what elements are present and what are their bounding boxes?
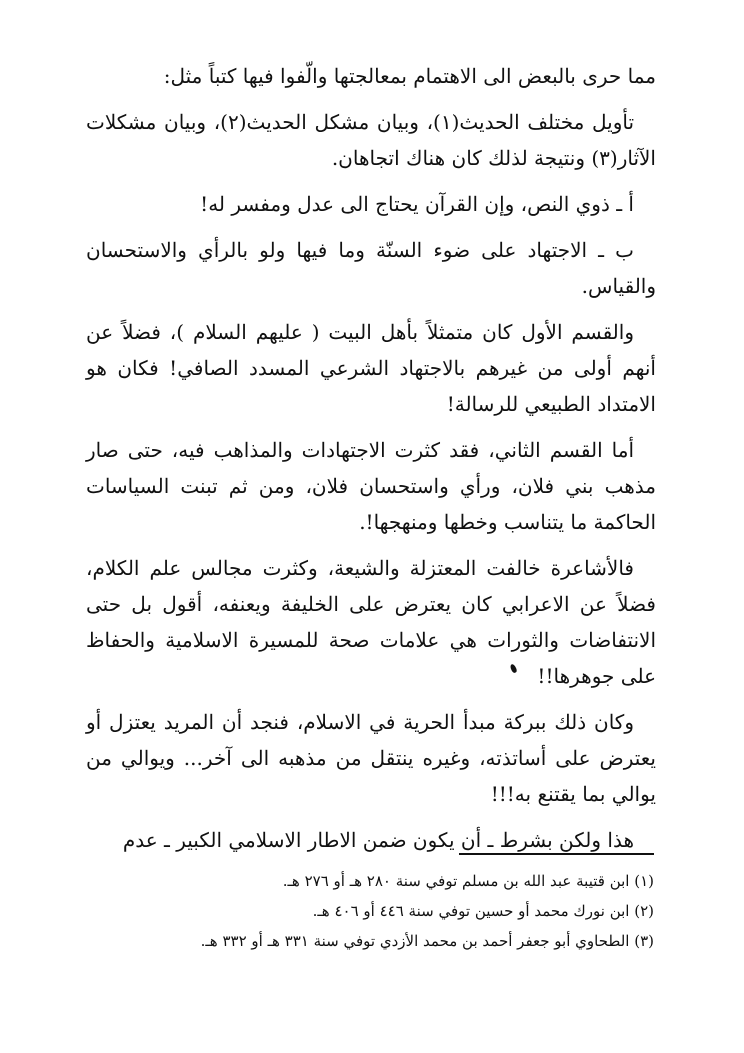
footnote-3: (٣) الطحاوي أبو جعفر أحمد بن محمد الأزدي توفي سنة ٣٣١ هـ أو ٣٣٢ هـ. [200, 932, 654, 950]
paragraph-schools: فالأشاعرة خالفت المعتزلة والشيعة، وكثرت مجالس علم الكلام، فضلاً عن الاعرابي كان يعترض على الخليفة ويعنفه، أقول بل حتى الانتفاضات والثورات هي علامات صحة للمسيرة الاسلامية والحفاظ على جوهرها!! [86, 556, 656, 688]
paragraph-second-section: أما القسم الثاني، فقد كثرت الاجتهادات والمذاهب فيه، حتى صار مذهب بني فلان، ورأي واستحسان فلان، ومن ثم تبنت السياسات الحاكمة ما يتناسب وخطها ومنهجها!. [86, 438, 656, 534]
paragraph-second-trend: ب ـ الاجتهاد على ضوء السنّة وما فيها ولو بالرأي والاستحسان والقياس. [86, 238, 656, 298]
paragraph-intro: مما حرى بالبعض الى الاهتمام بمعالجتها والّفوا فيها كتباً مثل: [163, 64, 656, 88]
main-text [86, 58, 656, 858]
paragraph-first-section: والقسم الأول كان متمثلاً بأهل البيت ( عليهم السلام )، فضلاً عن أنهم أولى من غيرهم بالاجتهاد الشرعي المسدد الصافي! فكان هو الامتداد الطبيعي للرسالة! [86, 320, 656, 416]
footnote-2: (٢) ابن نورك محمد أو حسين توفي سنة ٤٤٦ أو ٤٠٦ هـ. [312, 902, 654, 920]
paragraph-hadith-works: تأويل مختلف الحديث(١)، وبيان مشكل الحديث(٢)، وبيان مشكلات الآثار(٣) ونتيجة لذلك كان هناك اتجاهان. [86, 110, 656, 170]
paragraph-condition: هذا ولكن بشرط ـ أن يكون ضمن الاطار الاسلامي الكبير ـ عدم [122, 828, 634, 852]
footnotes [150, 866, 654, 956]
paragraph-freedom: وكان ذلك ببركة مبدأ الحرية في الاسلام، فنجد أن المريد يعتزل أو يعترض على أساتذته، وغيره ينتقل من مذهبه الى آخر... ويوالي من يوالي بما يقتنع به!!! [86, 710, 656, 806]
footnote-1: (١) ابن قتيبة عبد الله بن مسلم توفي سنة ٢٨٠ هـ أو ٢٧٦ هـ. [282, 872, 654, 890]
paragraph-first-trend: أ ـ ذوي النص، وإن القرآن يحتاج الى عدل ومفسر له! [200, 192, 634, 216]
footnote-divider [459, 853, 654, 855]
